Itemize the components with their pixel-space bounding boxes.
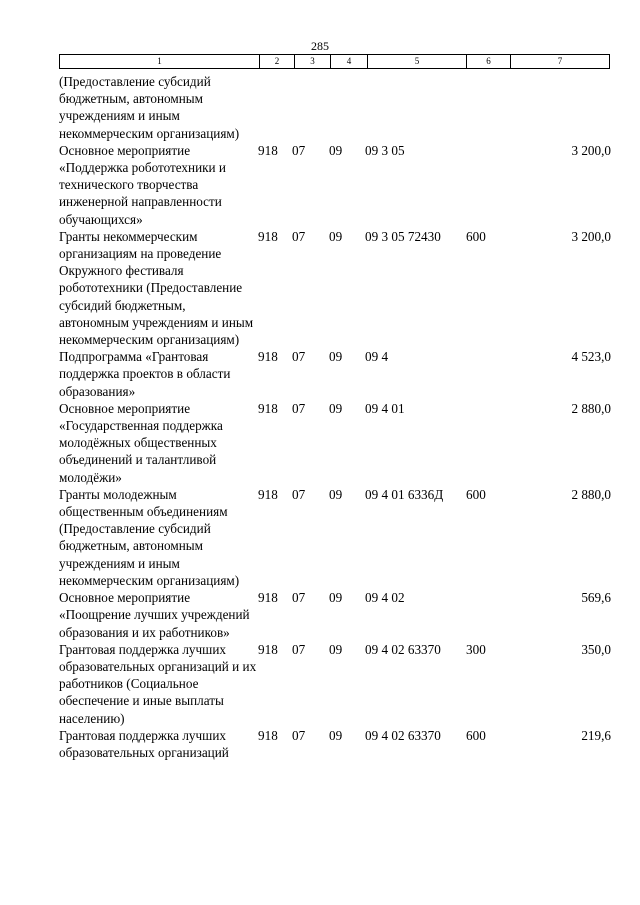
row-pr: 09: [329, 727, 343, 743]
table-row: [59, 400, 611, 486]
column-header-4: 4: [331, 55, 368, 69]
row-sum: 3 200,0: [571, 142, 611, 158]
row-rz: 07: [292, 228, 306, 244]
row-rz: 07: [292, 400, 306, 416]
table-row: [59, 73, 611, 142]
row-name: Основное мероприятие «Поощрение лучших учреждений образования и их работников»: [59, 590, 250, 640]
row-csr: 09 4: [365, 349, 389, 365]
row-name: Подпрограмма «Грантовая поддержка проектов в области образования»: [59, 349, 231, 399]
row-sum: 219,6: [581, 727, 611, 743]
row-ved: 918: [258, 349, 278, 365]
row-rz: 07: [292, 142, 306, 158]
row-rz: [292, 73, 329, 142]
table-row: [59, 641, 611, 727]
row-pr: 09: [329, 641, 343, 657]
row-pr: 09: [329, 142, 343, 158]
row-vr: [466, 73, 526, 142]
row-ved: 918: [258, 590, 278, 606]
row-rz: 07: [292, 641, 306, 657]
row-ved: 918: [258, 641, 278, 657]
table-row: [59, 727, 611, 761]
row-vr: 600: [466, 486, 486, 502]
row-name: Гранты некоммерческим организациям на проведение Окружного фестиваля робототехники (Предоставление субсидий бюджетным, автономным учреждениям и иным некоммерческим организациям): [59, 228, 254, 348]
row-ved: 918: [258, 486, 278, 502]
column-header-2: 2: [260, 55, 295, 69]
row-vr: 300: [466, 641, 486, 657]
column-header-6: 6: [467, 55, 511, 69]
row-pr: 09: [329, 590, 343, 606]
row-vr: 600: [466, 727, 486, 743]
row-csr: 09 4 01: [365, 400, 405, 416]
row-csr: 09 4 02 63370: [365, 727, 441, 743]
row-sum: 2 880,0: [571, 486, 611, 502]
row-name: (Предоставление субсидий бюджетным, автономным учреждениям и иным некоммерческим организациям): [59, 74, 240, 141]
row-vr: [466, 400, 526, 486]
row-ved: 918: [258, 727, 278, 743]
table-row: [59, 348, 611, 400]
row-sum: 2 880,0: [571, 400, 611, 416]
row-csr: 09 4 02 63370: [365, 641, 441, 657]
column-header-row: [60, 55, 610, 69]
table-row: [59, 142, 611, 228]
row-rz: 07: [292, 486, 306, 502]
column-header-1: 1: [60, 55, 260, 69]
row-name: Грантовая поддержка лучших образовательных организаций и их работников (Социальное обеспечение и иные выплаты населению): [59, 641, 257, 726]
table-row: [59, 589, 611, 641]
row-ved: 918: [258, 228, 278, 244]
row-sum: [526, 73, 611, 142]
row-vr: 600: [466, 228, 486, 244]
column-header-5: 5: [368, 55, 467, 69]
row-pr: 09: [329, 486, 343, 502]
column-header-7: 7: [511, 55, 610, 69]
row-sum: 569,6: [581, 590, 611, 606]
row-pr: 09: [329, 400, 343, 416]
row-name: Основное мероприятие «Государственная поддержка молодёжных общественных объединений и талантливой молодёжи»: [59, 400, 223, 485]
row-ved: 918: [258, 142, 278, 158]
row-ved: 918: [258, 400, 278, 416]
row-name: Гранты молодежным общественным объединениям (Предоставление субсидий бюджетным, автономным учреждениям и иным некоммерческим организациям): [59, 486, 240, 588]
row-vr: [466, 348, 526, 400]
row-rz: 07: [292, 349, 306, 365]
row-rz: 07: [292, 590, 306, 606]
row-csr: [365, 73, 466, 142]
row-csr: 09 3 05 72430: [365, 228, 441, 244]
table-row: [59, 228, 611, 348]
row-vr: [466, 589, 526, 641]
row-csr: 09 4 01 6336Д: [365, 486, 444, 502]
row-pr: [329, 73, 365, 142]
row-name: Основное мероприятие «Поддержка робототехники и технического творчества инженерной направленности обучающихся»: [59, 142, 226, 227]
row-ved: [258, 73, 292, 142]
row-csr: 09 3 05: [365, 142, 405, 158]
row-csr: 09 4 02: [365, 590, 405, 606]
row-rz: 07: [292, 727, 306, 743]
page-number: 285: [311, 39, 329, 53]
row-name: Грантовая поддержка лучших образовательных организаций: [59, 727, 229, 760]
row-vr: [466, 142, 526, 228]
column-header-table: [59, 54, 610, 69]
row-sum: 350,0: [581, 641, 611, 657]
row-sum: 4 523,0: [571, 349, 611, 365]
row-pr: 09: [329, 349, 343, 365]
budget-table-body: [59, 73, 611, 761]
row-pr: 09: [329, 228, 343, 244]
table-row: [59, 486, 611, 589]
column-header-3: 3: [295, 55, 331, 69]
row-sum: 3 200,0: [571, 228, 611, 244]
